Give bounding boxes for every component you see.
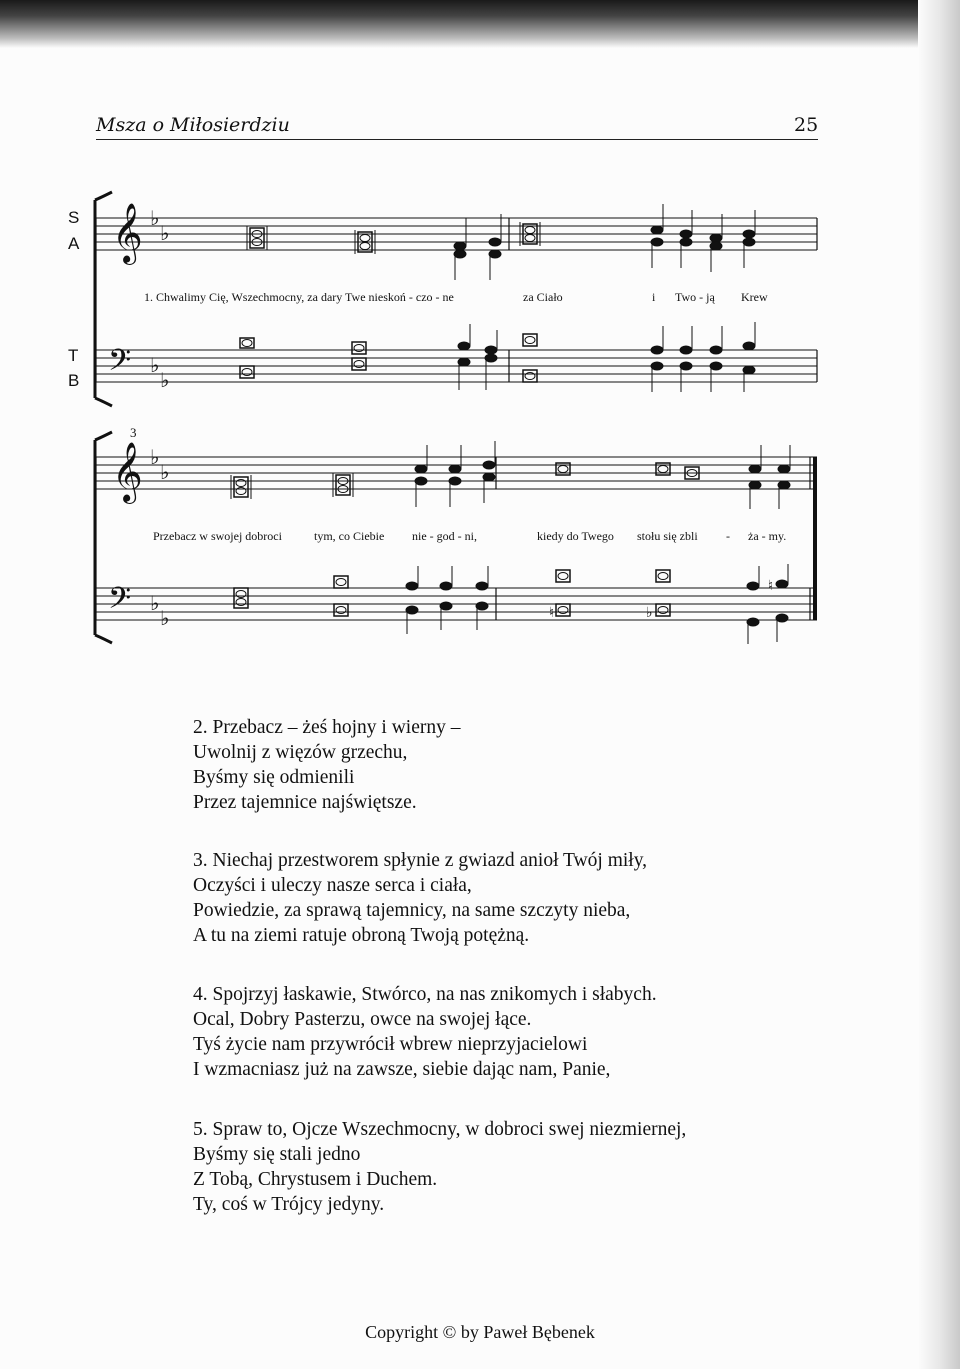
lyric-line-1d: Two - ją (675, 290, 715, 304)
quarter-note-icon (710, 214, 722, 272)
stanza-line: A tu na ziemi ratuje obroną Twoją potężną. (193, 925, 530, 946)
staff-tenor-bass-2 (96, 588, 817, 620)
stanza-line: Uwolnij z więzów grzechu, (193, 742, 408, 763)
quarter-note-icon (743, 210, 755, 268)
stanza-4 (193, 982, 657, 1082)
lyric-line-2a: Przebacz w swojej dobroci (153, 529, 282, 543)
score-staves-graphics (95, 192, 817, 643)
voice-label-bass: B (68, 371, 80, 390)
natural-icon: ♮ (768, 578, 774, 594)
quarter-note-icon (415, 445, 427, 507)
breve-note-icon (556, 570, 570, 616)
notes-system2-upper (231, 441, 790, 509)
lyric-line-1b: za Ciało (523, 290, 563, 304)
flat-icon: ♭ (160, 368, 170, 392)
flat-icon: ♭ (150, 206, 160, 230)
flat-icon: ♭ (160, 460, 170, 484)
lyric-line-1c: i (652, 290, 656, 304)
lyric-line-2f: - (726, 529, 730, 543)
flat-icon: ♭ (160, 606, 170, 630)
flat-icon: ♭ (646, 605, 653, 621)
flat-icon: ♭ (160, 221, 170, 245)
stanza-line: 5. Spraw to, Ojcze Wszechmocny, w dobroci swej niezmiernej, (193, 1119, 687, 1140)
stanza-line: Ty, coś w Trójcy jedyny. (193, 1194, 385, 1215)
quarter-note-icon (454, 218, 466, 280)
flat-icon: ♭ (150, 353, 160, 377)
stanza-line: 4. Spojrzyj łaskawie, Stwórco, na nas znikomych i słabych. (193, 984, 657, 1005)
breve-note-icon (234, 588, 248, 608)
flat-icon: ♭ (150, 445, 160, 469)
staff-tenor-bass (96, 350, 817, 382)
stanza-line: Ocal, Dobry Pasterzu, owce na swojej łące. (193, 1009, 532, 1030)
lyric-line-2c: nie - god - ni, (412, 529, 477, 543)
lyric-line-1a: 1. Chwalimy Cię, Wszechmocny, za dary Twe nieskoń - czo - ne (144, 290, 454, 304)
measure-number: 3 (130, 425, 137, 440)
stanza-line: Byśmy się odmienili (193, 767, 355, 788)
stanza-2 (193, 715, 461, 815)
stanza-line: Tyś życie nam przywrócił wbrew nieprzyjacielowi (193, 1034, 588, 1055)
quarter-note-icon (458, 324, 470, 390)
breve-note-icon (333, 473, 353, 497)
lyric-line-2d: kiedy do Twego (537, 529, 614, 543)
stanza-5 (193, 1117, 686, 1217)
quarter-note-icon (776, 564, 788, 642)
quarter-note-icon (680, 210, 692, 268)
copyright-notice: Copyright © by Paweł Bębenek (365, 1322, 595, 1342)
page-title: Msza o Miłosierdziu (96, 114, 290, 136)
quarter-note-icon (485, 330, 497, 390)
stanza-line: I wzmacniasz już na zawsze, siebie dając nam, Panie, (193, 1059, 611, 1080)
breve-note-icon (656, 570, 670, 616)
stanza-line: Byśmy się stali jedno (193, 1144, 361, 1165)
quarter-note-icon (483, 441, 495, 503)
natural-icon: ♮ (549, 605, 555, 621)
stanza-line: Oczyści i uleczy nasze serca i ciała, (193, 875, 472, 896)
quarter-note-icon (749, 445, 761, 509)
breve-note-icon (231, 475, 251, 499)
quarter-note-icon (651, 204, 663, 268)
lyric-line-2b: tym, co Ciebie (314, 529, 385, 543)
quarter-note-icon (489, 214, 501, 280)
stanza-line: 3. Niechaj przestworem spłynie z gwiazd anioł Twój miły, (193, 850, 648, 871)
quarter-note-icon (778, 445, 790, 509)
voice-label-alto: A (68, 234, 80, 253)
page-number: 25 (794, 114, 819, 136)
lyric-line-2g: ża - my. (748, 529, 787, 543)
stanza-line: Przez tajemnice najświętsze. (193, 792, 417, 813)
lyric-line-2e: stołu się zbli (637, 529, 698, 543)
voice-label-soprano: S (68, 208, 80, 227)
breve-note-icon (247, 226, 267, 250)
bass-clef-icon: 𝄢 (108, 582, 132, 623)
flat-icon: ♭ (150, 591, 160, 615)
stanza-line: Z Tobą, Chrystusem i Duchem. (193, 1169, 438, 1190)
stanza-line: Powiedzie, za sprawą tajemnicy, na same szczyty nieba, (193, 900, 631, 921)
stanza-line: 2. Przebacz – żeś hojny i wierny – (193, 717, 461, 738)
bass-clef-icon: 𝄢 (108, 344, 132, 385)
voice-label-tenor: T (68, 346, 79, 365)
lyric-line-1e: Krew (741, 290, 768, 304)
accidentals (549, 578, 773, 621)
quarter-note-icon (449, 445, 461, 507)
treble-clef-icon: 𝄞 (112, 203, 143, 263)
quarter-note-icon (406, 566, 418, 634)
stanza-3 (193, 848, 647, 948)
quarter-note-icon (747, 566, 759, 644)
treble-clef-icon: 𝄞 (112, 442, 143, 502)
